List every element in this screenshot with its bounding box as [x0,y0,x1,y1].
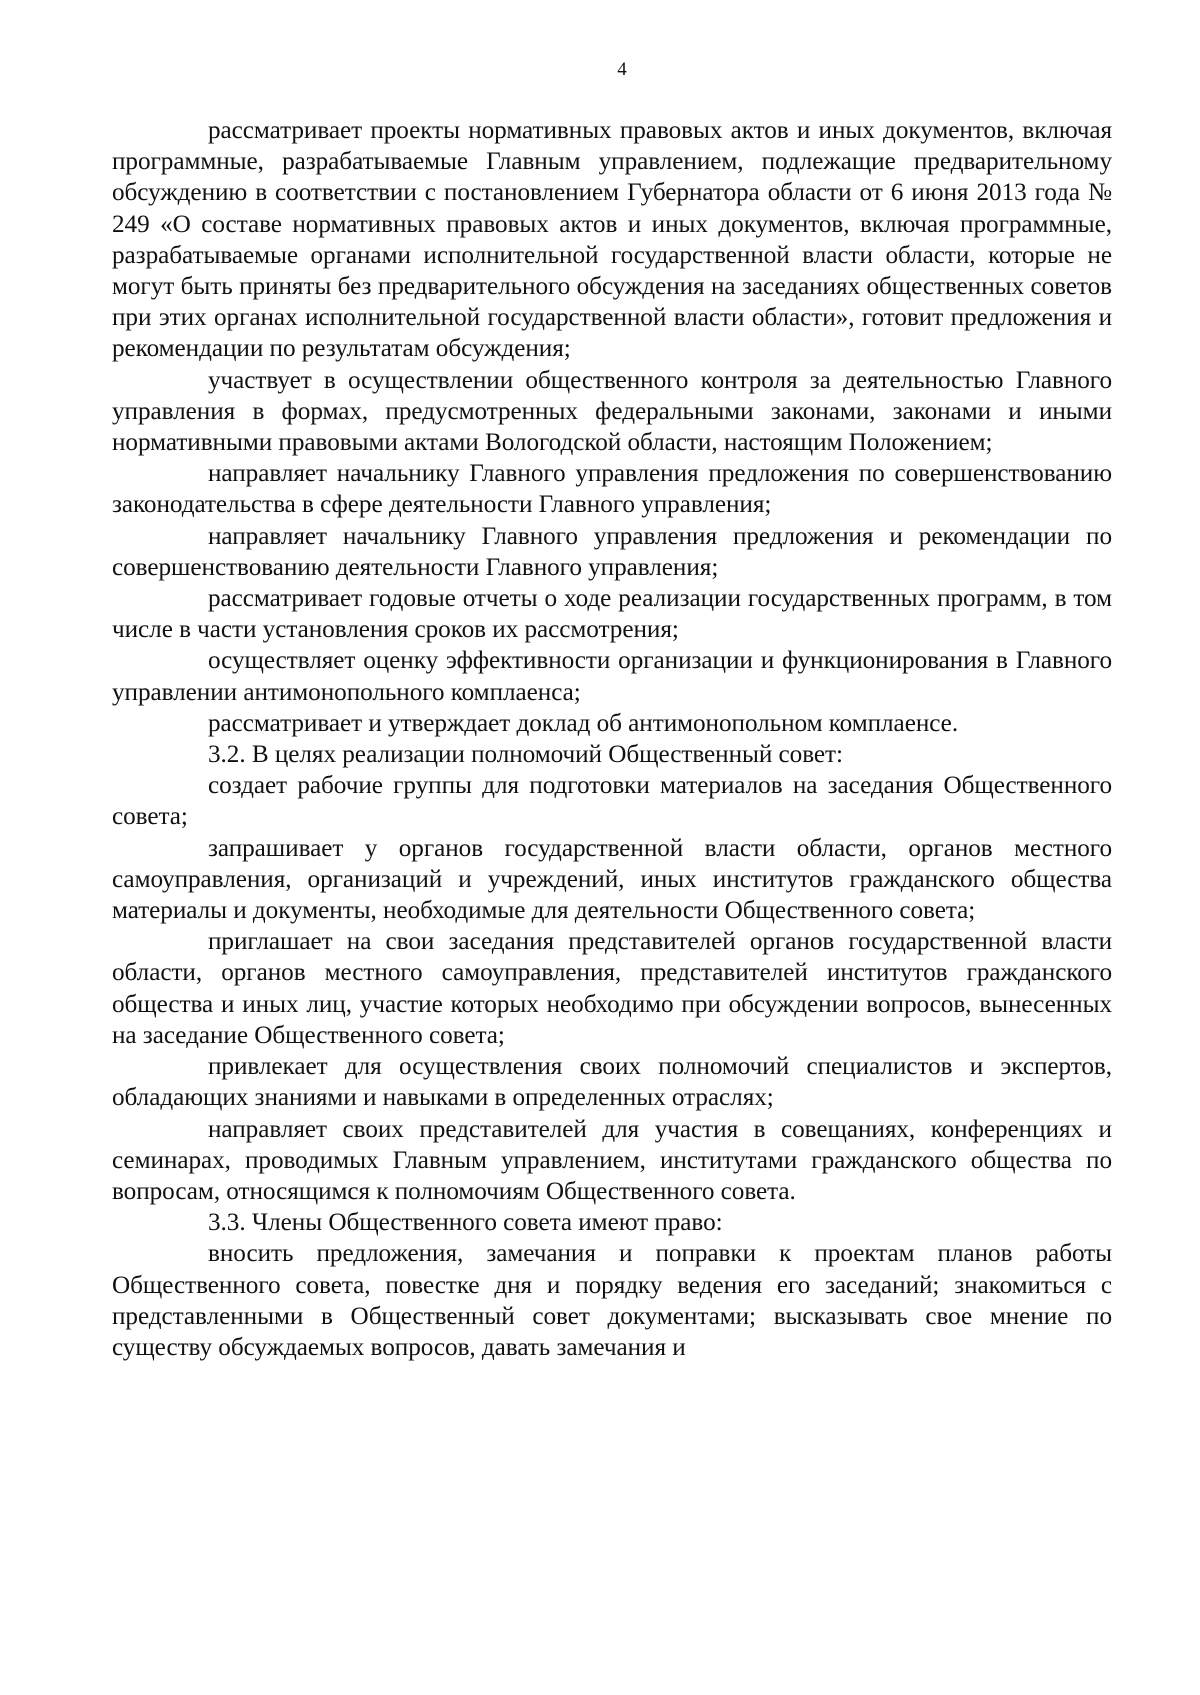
paragraph-review-draft-acts: рассматривает проекты нормативных правовых актов и иных документов, включая программные, разрабатываемые Главным управлением, подлежащие предварительному обсуждению в соответствии с постановлением Губернатора области от 6 июня 2013 года № 249 «О составе нормативных правовых актов и иных документов, включая программные, разрабатываемые органами исполнительной государственной власти области, которые не могут быть приняты без предварительного обсуждения на заседаниях общественных советов при этих органах исполнительной государственной власти области», готовит предложения и рекомендации по результатам обсуждения; [112,117,1112,363]
section-heading-3-2: 3.2. В целях реализации полномочий Общественный совет: [208,741,843,769]
paragraph-legislation-proposals: направляет начальнику Главного управления предложения по совершенствованию законодательства в сфере деятельности Главного управления; [112,460,1112,519]
paragraph-compliance-assessment: осуществляет оценку эффективности организации и функционирования в Главного управлении антимонопольного комплаенса; [112,647,1112,706]
paragraph-engage-experts: привлекает для осуществления своих полномочий специалистов и экспертов, обладающих знаниями и навыками в определенных отраслях; [112,1053,1112,1112]
section-heading-3-3: 3.3. Члены Общественного совета имеют право: [208,1209,723,1237]
paragraph-compliance-report: рассматривает и утверждает доклад об антимонопольном комплаенсе. [208,709,959,737]
paragraph-activity-recommendations: направляет начальнику Главного управления предложения и рекомендации по совершенствованию деятельности Главного управления; [112,522,1112,581]
paragraph-working-groups: создает рабочие группы для подготовки материалов на заседания Общественного совета; [112,772,1112,831]
paragraph-send-representatives: направляет своих представителей для участия в совещаниях, конференциях и семинарах, проводимых Главным управлением, институтами гражданского общества по вопросам, относящимся к полномочиям Общественного совета. [112,1115,1112,1205]
paragraph-request-materials: запрашивает у органов государственной власти области, органов местного самоуправления, организаций и учреждений, иных институтов гражданского общества материалы и документы, необходимые для деятельности Общественного совета; [112,834,1112,925]
paragraph-public-control: участвует в осуществлении общественного контроля за деятельностью Главного управления в формах, предусмотренных федеральными законами, законами и иными нормативными правовыми актами Вологодской области, настоящим Положением; [112,366,1112,457]
page-number: 4 [617,59,627,80]
paragraph-annual-reports: рассматривает годовые отчеты о ходе реализации государственных программ, в том числе в части установления сроков их рассмотрения; [112,585,1112,644]
paragraph-invite-representatives: приглашает на свои заседания представителей органов государственной власти области, органов местного самоуправления, представителей институтов гражданского общества и иных лиц, участие которых необходимо при обсуждении вопросов, вынесенных на заседание Общественного совета; [112,928,1112,1049]
paragraph-member-rights: вносить предложения, замечания и поправки к проектам планов работы Общественного совета, повестке дня и порядку ведения его заседаний; знакомиться с представленными в Общественный совет документами; высказывать свое мнение по существу обсуждаемых вопросов, давать замечания и [112,1240,1112,1361]
